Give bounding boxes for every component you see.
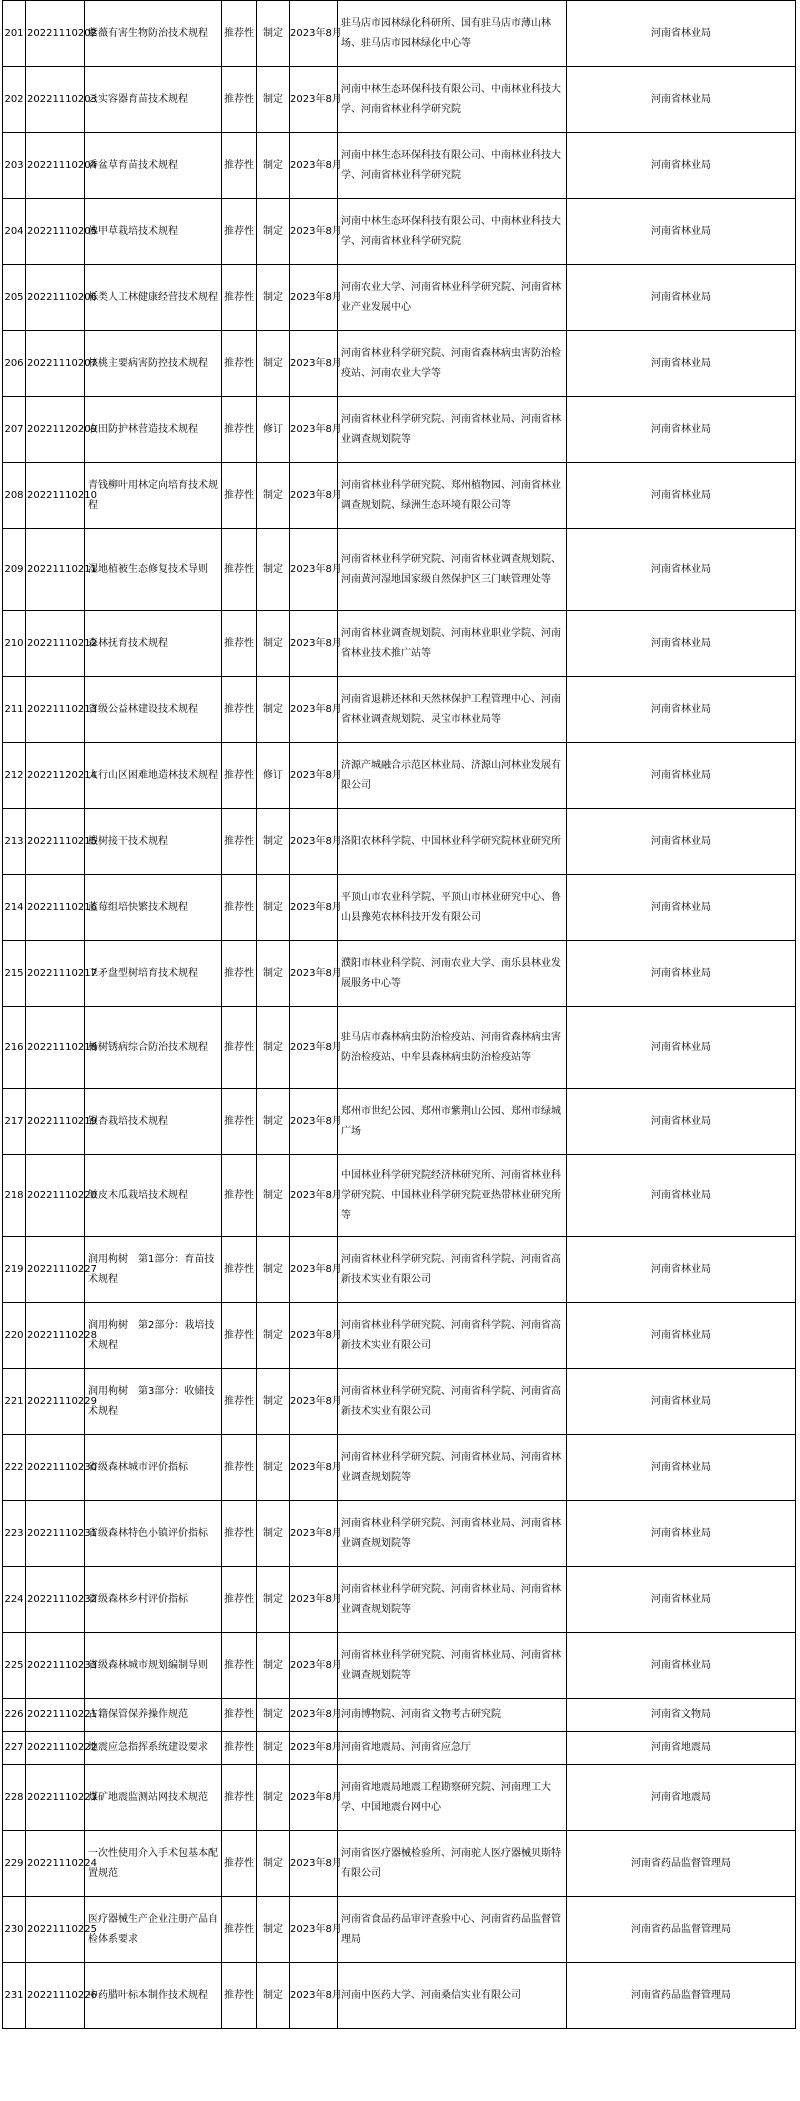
standard-code-cell: 20221110231 <box>26 1501 85 1567</box>
table-row <box>3 463 796 529</box>
table-row <box>3 1732 796 1765</box>
completion-date-cell: 2023年8月 <box>290 67 338 133</box>
standard-name-cell: 省级森林城市评价指标 <box>85 1435 222 1501</box>
table-row <box>3 1007 796 1089</box>
standard-code-cell: 20221110232 <box>26 1567 85 1633</box>
completion-date-cell: 2023年8月 <box>290 1897 338 1963</box>
seq-number-cell: 205 <box>3 265 26 331</box>
seq-number-cell: 218 <box>3 1155 26 1237</box>
standard-name-cell: 润用枸树 第2部分：栽培技术规程 <box>85 1303 222 1369</box>
responsible-department-cell: 河南省林业局 <box>567 1007 796 1089</box>
project-type-cell: 制定 <box>257 133 290 199</box>
project-type-cell: 制定 <box>257 1435 290 1501</box>
seq-number-cell: 226 <box>3 1699 26 1732</box>
project-type-cell: 制定 <box>257 1699 290 1732</box>
responsible-department-cell: 河南省林业局 <box>567 809 796 875</box>
standard-code-cell: 20221110227 <box>26 1237 85 1303</box>
drafting-units-cell: 河南省林业科学研究院、河南省林业局、河南省林业调查规划院等 <box>338 1567 567 1633</box>
standard-code-cell: 20221110233 <box>26 1633 85 1699</box>
completion-date-cell: 2023年8月 <box>290 809 338 875</box>
seq-number-cell: 220 <box>3 1303 26 1369</box>
responsible-department-cell: 河南省林业局 <box>567 199 796 265</box>
seq-number-cell: 206 <box>3 331 26 397</box>
responsible-department-cell: 河南省林业局 <box>567 1303 796 1369</box>
seq-number-cell: 208 <box>3 463 26 529</box>
responsible-department-cell: 河南省林业局 <box>567 1 796 67</box>
responsible-department-cell: 河南省林业局 <box>567 1369 796 1435</box>
standard-code-cell: 20221110205 <box>26 199 85 265</box>
drafting-units-cell: 河南省林业科学研究院、河南省林业调查规划院、河南黄河湿地国家级自然保护区三门峡管理处等 <box>338 529 567 611</box>
drafting-units-cell: 河南中林生态环保科技有限公司、中南林业科技大学、河南省林业科学研究院 <box>338 133 567 199</box>
standard-nature-cell: 推荐性 <box>222 199 257 265</box>
standards-table <box>2 0 796 2029</box>
completion-date-cell: 2023年8月 <box>290 1237 338 1303</box>
project-type-cell: 制定 <box>257 809 290 875</box>
standard-name-cell: 省级森林乡村评价指标 <box>85 1567 222 1633</box>
drafting-units-cell: 郑州市世纪公园、郑州市紫荆山公园、郑州市绿城广场 <box>338 1089 567 1155</box>
drafting-units-cell: 河南省林业科学研究院、河南省林业局、河南省林业调查规划院等 <box>338 397 567 463</box>
responsible-department-cell: 河南省林业局 <box>567 133 796 199</box>
drafting-units-cell: 河南省林业科学研究院、郑州植物园、河南省林业调查规划院、绿洲生态环境有限公司等 <box>338 463 567 529</box>
responsible-department-cell: 河南省林业局 <box>567 67 796 133</box>
standard-name-cell: 煤矿地震监测站网技术规范 <box>85 1765 222 1831</box>
standard-code-cell: 20221110217 <box>26 941 85 1007</box>
standard-code-cell: 20221110221 <box>26 1699 85 1732</box>
table-row <box>3 1633 796 1699</box>
standard-name-cell: 一次性使用介入手术包基本配置规范 <box>85 1831 222 1897</box>
standard-name-cell: 卫矛盘型树培育技术规程 <box>85 941 222 1007</box>
project-type-cell: 制定 <box>257 1963 290 2029</box>
seq-number-cell: 201 <box>3 1 26 67</box>
responsible-department-cell: 河南省文物局 <box>567 1699 796 1732</box>
table-row <box>3 67 796 133</box>
drafting-units-cell: 河南省林业科学研究院、河南省林业局、河南省林业调查规划院等 <box>338 1435 567 1501</box>
completion-date-cell: 2023年8月 <box>290 941 338 1007</box>
drafting-units-cell: 河南省林业科学研究院、河南省森林病虫害防治检疫站、河南农业大学等 <box>338 331 567 397</box>
completion-date-cell: 2023年8月 <box>290 1567 338 1633</box>
seq-number-cell: 214 <box>3 875 26 941</box>
standard-name-cell: 省级森林特色小镇评价指标 <box>85 1501 222 1567</box>
table-row <box>3 1089 796 1155</box>
responsible-department-cell: 河南省林业局 <box>567 611 796 677</box>
completion-date-cell: 2023年8月 <box>290 1 338 67</box>
standard-nature-cell: 推荐性 <box>222 265 257 331</box>
standard-nature-cell: 推荐性 <box>222 529 257 611</box>
standard-name-cell: 农田防护林营造技术规程 <box>85 397 222 463</box>
table-row <box>3 1435 796 1501</box>
project-type-cell: 制定 <box>257 1831 290 1897</box>
responsible-department-cell: 河南省林业局 <box>567 1237 796 1303</box>
completion-date-cell: 2023年8月 <box>290 1369 338 1435</box>
standard-name-cell: 省级森林城市规划编制导则 <box>85 1633 222 1699</box>
drafting-units-cell: 河南省林业科学研究院、河南省林业局、河南省林业调查规划院等 <box>338 1501 567 1567</box>
standard-code-cell: 20221110210 <box>26 463 85 529</box>
standard-name-cell: 蓝莓组培快繁技术规程 <box>85 875 222 941</box>
standard-nature-cell: 推荐性 <box>222 743 257 809</box>
standard-name-cell: 青钱柳叶用林定向培育技术规程 <box>85 463 222 529</box>
table-row <box>3 809 796 875</box>
project-type-cell: 制定 <box>257 265 290 331</box>
seq-number-cell: 231 <box>3 1963 26 2029</box>
standard-nature-cell: 推荐性 <box>222 1633 257 1699</box>
standard-nature-cell: 推荐性 <box>222 1831 257 1897</box>
responsible-department-cell: 河南省林业局 <box>567 397 796 463</box>
standard-name-cell: 森林抚育技术规程 <box>85 611 222 677</box>
project-type-cell: 制定 <box>257 1567 290 1633</box>
project-type-cell: 制定 <box>257 941 290 1007</box>
responsible-department-cell: 河南省林业局 <box>567 331 796 397</box>
standard-code-cell: 20221110203 <box>26 67 85 133</box>
standard-nature-cell: 推荐性 <box>222 875 257 941</box>
seq-number-cell: 230 <box>3 1897 26 1963</box>
project-type-cell: 制定 <box>257 1633 290 1699</box>
seq-number-cell: 210 <box>3 611 26 677</box>
table-row <box>3 1897 796 1963</box>
seq-number-cell: 203 <box>3 133 26 199</box>
responsible-department-cell: 河南省林业局 <box>567 1633 796 1699</box>
standard-code-cell: 20221110204 <box>26 133 85 199</box>
seq-number-cell: 202 <box>3 67 26 133</box>
standard-code-cell: 20221110222 <box>26 1732 85 1765</box>
table-row <box>3 743 796 809</box>
drafting-units-cell: 河南省林业科学研究院、河南省林业局、河南省林业调查规划院等 <box>338 1633 567 1699</box>
completion-date-cell: 2023年8月 <box>290 1963 338 2029</box>
table-row <box>3 1567 796 1633</box>
standard-name-cell: 太行山区困难地造林技术规程 <box>85 743 222 809</box>
drafting-units-cell: 洛阳农林科学院、中国林业科学研究院林业研究所 <box>338 809 567 875</box>
drafting-units-cell: 河南中林生态环保科技有限公司、中南林业科技大学、河南省林业科学研究院 <box>338 199 567 265</box>
project-type-cell: 制定 <box>257 199 290 265</box>
table-row <box>3 265 796 331</box>
project-type-cell: 制定 <box>257 1237 290 1303</box>
standard-code-cell: 20221110229 <box>26 1369 85 1435</box>
seq-number-cell: 212 <box>3 743 26 809</box>
responsible-department-cell: 河南省林业局 <box>567 1155 796 1237</box>
table-body <box>3 1 796 2029</box>
standard-code-cell: 20221120214 <box>26 743 85 809</box>
standard-code-cell: 20221110206 <box>26 265 85 331</box>
project-type-cell: 制定 <box>257 1007 290 1089</box>
standard-nature-cell: 推荐性 <box>222 1155 257 1237</box>
project-type-cell: 制定 <box>257 1 290 67</box>
responsible-department-cell: 河南省地震局 <box>567 1732 796 1765</box>
completion-date-cell: 2023年8月 <box>290 875 338 941</box>
standard-nature-cell: 推荐性 <box>222 611 257 677</box>
seq-number-cell: 225 <box>3 1633 26 1699</box>
table-row <box>3 397 796 463</box>
project-type-cell: 制定 <box>257 1369 290 1435</box>
standard-nature-cell: 推荐性 <box>222 133 257 199</box>
completion-date-cell: 2023年8月 <box>290 1765 338 1831</box>
table-row <box>3 1303 796 1369</box>
responsible-department-cell: 河南省林业局 <box>567 1435 796 1501</box>
seq-number-cell: 222 <box>3 1435 26 1501</box>
standard-name-cell: 地震应急指挥系统建设要求 <box>85 1732 222 1765</box>
responsible-department-cell: 河南省林业局 <box>567 875 796 941</box>
table-row <box>3 875 796 941</box>
completion-date-cell: 2023年8月 <box>290 1633 338 1699</box>
standard-name-cell: 医疗器械生产企业注册产品自检体系要求 <box>85 1897 222 1963</box>
standard-name-cell: 湿地植被生态修复技术导则 <box>85 529 222 611</box>
standard-code-cell: 20221110216 <box>26 875 85 941</box>
standard-code-cell: 20221110225 <box>26 1897 85 1963</box>
completion-date-cell: 2023年8月 <box>290 677 338 743</box>
seq-number-cell: 219 <box>3 1237 26 1303</box>
standard-nature-cell: 推荐性 <box>222 1765 257 1831</box>
project-type-cell: 制定 <box>257 1765 290 1831</box>
drafting-units-cell: 河南省地震局、河南省应急厅 <box>338 1732 567 1765</box>
standard-name-cell: 古籍保管保养操作规范 <box>85 1699 222 1732</box>
standard-nature-cell: 推荐性 <box>222 1369 257 1435</box>
project-type-cell: 制定 <box>257 677 290 743</box>
standard-name-cell: 皱皮木瓜栽培技术规程 <box>85 1155 222 1237</box>
table-row <box>3 941 796 1007</box>
completion-date-cell: 2023年8月 <box>290 397 338 463</box>
completion-date-cell: 2023年8月 <box>290 1089 338 1155</box>
standard-code-cell: 20221110224 <box>26 1831 85 1897</box>
completion-date-cell: 2023年8月 <box>290 1732 338 1765</box>
responsible-department-cell: 河南省林业局 <box>567 463 796 529</box>
project-type-cell: 制定 <box>257 1155 290 1237</box>
standard-nature-cell: 推荐性 <box>222 677 257 743</box>
seq-number-cell: 227 <box>3 1732 26 1765</box>
seq-number-cell: 223 <box>3 1501 26 1567</box>
drafting-units-cell: 驻马店市园林绿化科研所、国有驻马店市薄山林场、驻马店市园林绿化中心等 <box>338 1 567 67</box>
seq-number-cell: 224 <box>3 1567 26 1633</box>
seq-number-cell: 228 <box>3 1765 26 1831</box>
table-row <box>3 529 796 611</box>
standard-name-cell: 杨树锈病综合防治技术规程 <box>85 1007 222 1089</box>
standard-nature-cell: 推荐性 <box>222 1 257 67</box>
standard-nature-cell: 推荐性 <box>222 1501 257 1567</box>
standard-name-cell: 栎类人工林健康经营技术规程 <box>85 265 222 331</box>
standard-code-cell: 20221110207 <box>26 331 85 397</box>
seq-number-cell: 213 <box>3 809 26 875</box>
standard-name-cell: 紫薇有害生物防治技术规程 <box>85 1 222 67</box>
standard-name-cell: 润用枸树 第3部分：收储技术规程 <box>85 1369 222 1435</box>
standard-name-cell: 佛甲草栽培技术规程 <box>85 199 222 265</box>
seq-number-cell: 204 <box>3 199 26 265</box>
project-type-cell: 制定 <box>257 331 290 397</box>
drafting-units-cell: 河南中医药大学、河南桑信实业有限公司 <box>338 1963 567 2029</box>
standard-name-cell: 省级公益林建设技术规程 <box>85 677 222 743</box>
project-type-cell: 制定 <box>257 1501 290 1567</box>
table-row <box>3 1699 796 1732</box>
drafting-units-cell: 平顶山市农业科学院、平顶山市林业研究中心、鲁山县豫苑农林科技开发有限公司 <box>338 875 567 941</box>
drafting-units-cell: 中国林业科学研究院经济林研究所、河南省林业科学研究院、中国林业科学研究院亚热带林业研究所等 <box>338 1155 567 1237</box>
standard-code-cell: 20221110226 <box>26 1963 85 2029</box>
table-row <box>3 1831 796 1897</box>
seq-number-cell: 221 <box>3 1369 26 1435</box>
completion-date-cell: 2023年8月 <box>290 1435 338 1501</box>
drafting-units-cell: 河南博物院、河南省文物考古研究院 <box>338 1699 567 1732</box>
drafting-units-cell: 河南省地震局地震工程勘察研究院、河南理工大学、中国地震台网中心 <box>338 1765 567 1831</box>
drafting-units-cell: 河南省医疗器械检验所、河南驼人医疗器械贝斯特有限公司 <box>338 1831 567 1897</box>
standard-nature-cell: 推荐性 <box>222 1303 257 1369</box>
project-type-cell: 制定 <box>257 1732 290 1765</box>
drafting-units-cell: 济源产城融合示范区林业局、济源山河林业发展有限公司 <box>338 743 567 809</box>
standard-name-cell: 云实容器育苗技术规程 <box>85 67 222 133</box>
responsible-department-cell: 河南省林业局 <box>567 265 796 331</box>
completion-date-cell: 2023年8月 <box>290 463 338 529</box>
standard-name-cell: 核桃主要病害防控技术规程 <box>85 331 222 397</box>
completion-date-cell: 2023年8月 <box>290 1155 338 1237</box>
standard-nature-cell: 推荐性 <box>222 397 257 463</box>
table-row <box>3 1 796 67</box>
responsible-department-cell: 河南省林业局 <box>567 1567 796 1633</box>
standard-nature-cell: 推荐性 <box>222 1732 257 1765</box>
table-row <box>3 1369 796 1435</box>
standard-nature-cell: 推荐性 <box>222 331 257 397</box>
table-row <box>3 1155 796 1237</box>
completion-date-cell: 2023年8月 <box>290 133 338 199</box>
standard-nature-cell: 推荐性 <box>222 1699 257 1732</box>
project-type-cell: 制定 <box>257 1897 290 1963</box>
responsible-department-cell: 河南省药品监督管理局 <box>567 1897 796 1963</box>
standard-name-cell: 香盆草育苗技术规程 <box>85 133 222 199</box>
standard-code-cell: 20221110219 <box>26 1089 85 1155</box>
table-row <box>3 611 796 677</box>
drafting-units-cell: 濮阳市林业科学院、河南农业大学、南乐县林业发展服务中心等 <box>338 941 567 1007</box>
project-type-cell: 制定 <box>257 875 290 941</box>
completion-date-cell: 2023年8月 <box>290 1501 338 1567</box>
responsible-department-cell: 河南省林业局 <box>567 529 796 611</box>
standard-nature-cell: 推荐性 <box>222 1897 257 1963</box>
seq-number-cell: 211 <box>3 677 26 743</box>
drafting-units-cell: 河南省食品药品审评查验中心、河南省药品监督管理局 <box>338 1897 567 1963</box>
standard-code-cell: 20221110202 <box>26 1 85 67</box>
table-row <box>3 677 796 743</box>
drafting-units-cell: 河南省退耕还林和天然林保护工程管理中心、河南省林业调查规划院、灵宝市林业局等 <box>338 677 567 743</box>
seq-number-cell: 217 <box>3 1089 26 1155</box>
table-row <box>3 1765 796 1831</box>
drafting-units-cell: 河南省林业调查规划院、河南林业职业学院、河南省林业技术推广站等 <box>338 611 567 677</box>
completion-date-cell: 2023年8月 <box>290 529 338 611</box>
drafting-units-cell: 河南省林业科学研究院、河南省科学院、河南省高新技术实业有限公司 <box>338 1369 567 1435</box>
project-type-cell: 修订 <box>257 397 290 463</box>
table-row <box>3 1501 796 1567</box>
standard-nature-cell: 推荐性 <box>222 941 257 1007</box>
standard-code-cell: 20221110220 <box>26 1155 85 1237</box>
standard-code-cell: 20221110218 <box>26 1007 85 1089</box>
responsible-department-cell: 河南省地震局 <box>567 1765 796 1831</box>
standard-code-cell: 20221110212 <box>26 611 85 677</box>
standard-nature-cell: 推荐性 <box>222 1963 257 2029</box>
seq-number-cell: 209 <box>3 529 26 611</box>
project-type-cell: 制定 <box>257 463 290 529</box>
completion-date-cell: 2023年8月 <box>290 265 338 331</box>
standard-nature-cell: 推荐性 <box>222 1089 257 1155</box>
drafting-units-cell: 河南中林生态环保科技有限公司、中南林业科技大学、河南省林业科学研究院 <box>338 67 567 133</box>
project-type-cell: 制定 <box>257 1303 290 1369</box>
standard-code-cell: 20221120209 <box>26 397 85 463</box>
table-row <box>3 199 796 265</box>
standard-nature-cell: 推荐性 <box>222 809 257 875</box>
drafting-units-cell: 河南农业大学、河南省林业科学研究院、河南省林业产业发展中心 <box>338 265 567 331</box>
responsible-department-cell: 河南省林业局 <box>567 677 796 743</box>
drafting-units-cell: 驻马店市森林病虫防治检疫站、河南省森林病虫害防治检疫站、中牟县森林病虫防治检疫站等 <box>338 1007 567 1089</box>
table-row <box>3 133 796 199</box>
completion-date-cell: 2023年8月 <box>290 1303 338 1369</box>
table-row <box>3 331 796 397</box>
responsible-department-cell: 河南省林业局 <box>567 941 796 1007</box>
completion-date-cell: 2023年8月 <box>290 1007 338 1089</box>
responsible-department-cell: 河南省药品监督管理局 <box>567 1963 796 2029</box>
project-type-cell: 制定 <box>257 1089 290 1155</box>
project-type-cell: 制定 <box>257 67 290 133</box>
standard-code-cell: 20221110215 <box>26 809 85 875</box>
standard-nature-cell: 推荐性 <box>222 67 257 133</box>
table-row <box>3 1237 796 1303</box>
drafting-units-cell: 河南省林业科学研究院、河南省科学院、河南省高新技术实业有限公司 <box>338 1303 567 1369</box>
standard-nature-cell: 推荐性 <box>222 1435 257 1501</box>
completion-date-cell: 2023年8月 <box>290 331 338 397</box>
completion-date-cell: 2023年8月 <box>290 1831 338 1897</box>
standard-name-cell: 润用枸树 第1部分：育苗技术规程 <box>85 1237 222 1303</box>
responsible-department-cell: 河南省林业局 <box>567 1089 796 1155</box>
standard-name-cell: 中药腊叶标本制作技术规程 <box>85 1963 222 2029</box>
standard-code-cell: 20221110228 <box>26 1303 85 1369</box>
standard-name-cell: 椴树接干技术规程 <box>85 809 222 875</box>
project-type-cell: 制定 <box>257 611 290 677</box>
project-type-cell: 制定 <box>257 529 290 611</box>
standard-code-cell: 20221110230 <box>26 1435 85 1501</box>
standard-code-cell: 20221110223 <box>26 1765 85 1831</box>
seq-number-cell: 215 <box>3 941 26 1007</box>
standard-code-cell: 20221110211 <box>26 529 85 611</box>
standard-nature-cell: 推荐性 <box>222 1007 257 1089</box>
seq-number-cell: 229 <box>3 1831 26 1897</box>
responsible-department-cell: 河南省林业局 <box>567 743 796 809</box>
standard-nature-cell: 推荐性 <box>222 1237 257 1303</box>
completion-date-cell: 2023年8月 <box>290 1699 338 1732</box>
table-row <box>3 1963 796 2029</box>
completion-date-cell: 2023年8月 <box>290 743 338 809</box>
standard-code-cell: 20221110213 <box>26 677 85 743</box>
seq-number-cell: 216 <box>3 1007 26 1089</box>
project-type-cell: 修订 <box>257 743 290 809</box>
seq-number-cell: 207 <box>3 397 26 463</box>
drafting-units-cell: 河南省林业科学研究院、河南省科学院、河南省高新技术实业有限公司 <box>338 1237 567 1303</box>
completion-date-cell: 2023年8月 <box>290 611 338 677</box>
completion-date-cell: 2023年8月 <box>290 199 338 265</box>
standard-name-cell: 银杏栽培技术规程 <box>85 1089 222 1155</box>
standard-nature-cell: 推荐性 <box>222 463 257 529</box>
responsible-department-cell: 河南省药品监督管理局 <box>567 1831 796 1897</box>
responsible-department-cell: 河南省林业局 <box>567 1501 796 1567</box>
standard-nature-cell: 推荐性 <box>222 1567 257 1633</box>
